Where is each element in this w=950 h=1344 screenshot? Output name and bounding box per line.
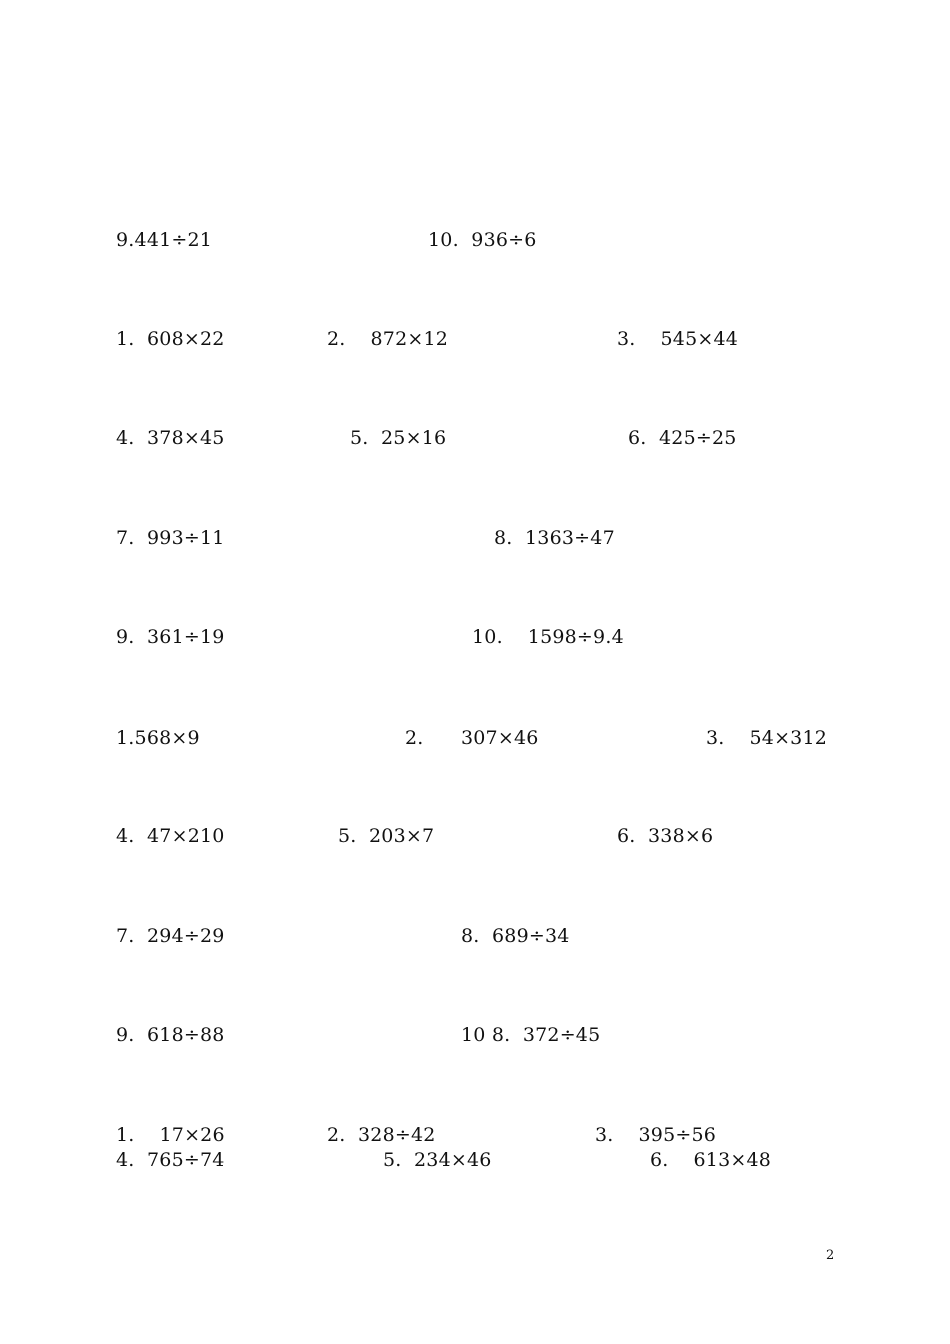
problem-7-993-div-11: 7. 993÷11 [116, 527, 225, 549]
problem-9-618-div-88: 9. 618÷88 [116, 1024, 225, 1046]
problem-3-54-x-312: 3. 54×312 [706, 727, 828, 749]
problem-1-17-x-26: 1. 17×26 [116, 1124, 225, 1146]
problem-7-294-div-29: 7. 294÷29 [116, 925, 225, 947]
problem-10-8-372-div-45: 10 8. 372÷45 [461, 1024, 601, 1046]
problem-4-47-x-210: 4. 47×210 [116, 825, 225, 847]
problem-1-608-x-22: 1. 608×22 [116, 328, 225, 350]
problem-10-1598-div-9-4: 10. 1598÷9.4 [472, 626, 624, 648]
problem-2-328-div-42: 2. 328÷42 [327, 1124, 436, 1146]
problem-10-936-div-6: 10. 936÷6 [428, 229, 537, 251]
problem-6-338-x-6: 6. 338×6 [617, 825, 714, 847]
problem-5-25-x-16: 5. 25×16 [350, 427, 447, 449]
problem-2-872-x-12: 2. 872×12 [327, 328, 449, 350]
problem-8-1363-div-47: 8. 1363÷47 [494, 527, 615, 549]
problem-8-689-div-34: 8. 689÷34 [461, 925, 570, 947]
problem-4-378-x-45: 4. 378×45 [116, 427, 225, 449]
problem-5-203-x-7: 5. 203×7 [338, 825, 435, 847]
problem-4-765-div-74: 4. 765÷74 [116, 1149, 225, 1171]
problem-9-441-div-21: 9.441÷21 [116, 229, 213, 251]
problem-2-307-x-46: 2. 307×46 [405, 727, 539, 749]
problem-6-613-x-48: 6. 613×48 [650, 1149, 772, 1171]
problem-3-545-x-44: 3. 545×44 [617, 328, 739, 350]
problem-3-395-div-56: 3. 395÷56 [595, 1124, 717, 1146]
problem-6-425-div-25: 6. 425÷25 [628, 427, 737, 449]
page-number: 2 [826, 1248, 835, 1263]
problem-1-568-x-9: 1.568×9 [116, 727, 200, 749]
problem-5-234-x-46: 5. 234×46 [383, 1149, 492, 1171]
problem-9-361-div-19: 9. 361÷19 [116, 626, 225, 648]
